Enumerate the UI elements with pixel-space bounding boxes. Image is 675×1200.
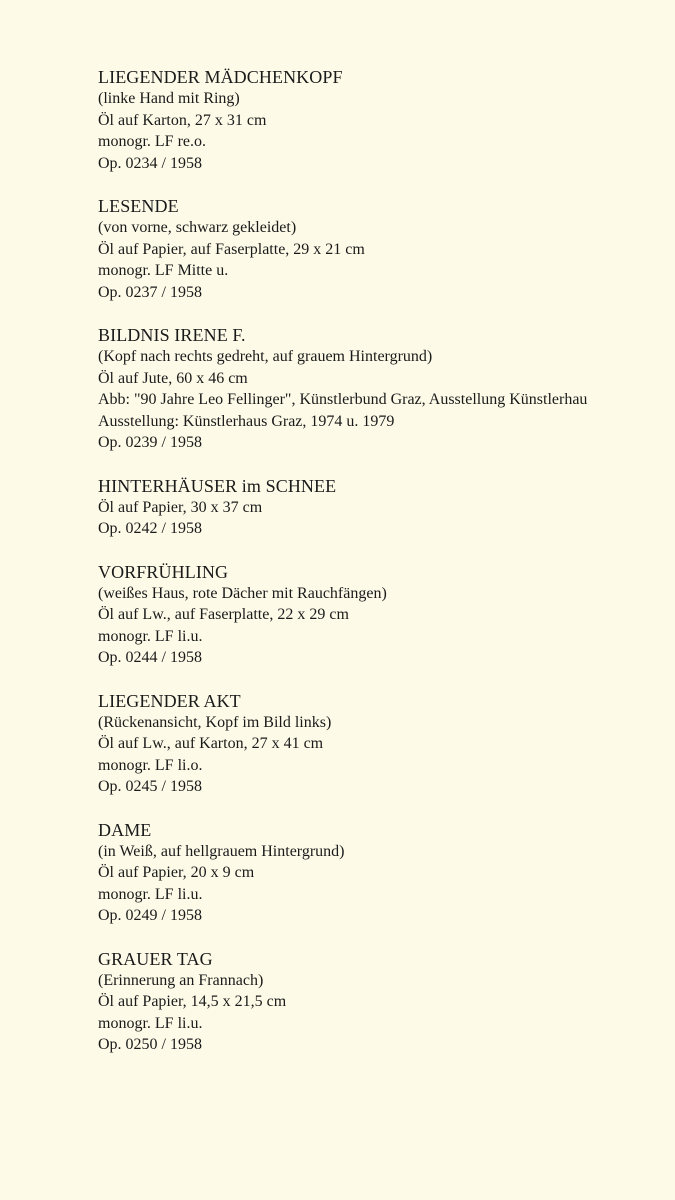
artwork-monogram: monogr. LF Mitte u. <box>98 262 229 279</box>
artwork-monogram: monogr. LF li.u. <box>98 627 203 645</box>
artwork-opus: Op. 0242 / 1958 <box>98 520 202 537</box>
artwork-description: (von vorne, schwarz gekleidet) <box>98 219 297 236</box>
artwork-monogram: monogr. LF li.o. <box>98 756 203 774</box>
artwork-medium: Öl auf Papier, 14,5 x 21,5 cm <box>98 993 287 1010</box>
artwork-medium: Öl auf Karton, 27 x 31 cm <box>98 111 267 129</box>
artwork-opus: Op. 0245 / 1958 <box>98 778 202 795</box>
artwork-opus: Op. 0234 / 1958 <box>98 154 202 172</box>
artwork-medium: Öl auf Papier, 30 x 37 cm <box>98 498 263 516</box>
artwork-opus: Op. 0249 / 1958 <box>98 907 202 924</box>
catalog-entry <box>98 690 675 798</box>
artwork-medium: Öl auf Lw., auf Karton, 27 x 41 cm <box>98 735 324 752</box>
artwork-title: LIEGENDER MÄDCHENKOPF <box>98 67 343 87</box>
catalog-entry <box>98 66 675 174</box>
artwork-description: (linke Hand mit Ring) <box>98 90 240 107</box>
catalog-entry <box>98 324 675 454</box>
artwork-title: VORFRÜHLING <box>98 561 229 582</box>
artwork-description: (in Weiß, auf hellgrauem Hintergrund) <box>98 842 345 860</box>
artwork-monogram: monogr. LF li.u. <box>98 1014 203 1032</box>
artwork-description: (weißes Haus, rote Dächer mit Rauchfängen) <box>98 584 387 602</box>
artwork-description: (Erinnerung an Frannach) <box>98 971 264 989</box>
catalog-entry <box>98 195 675 303</box>
artwork-title: LIEGENDER AKT <box>98 690 241 711</box>
artwork-title: GRAUER TAG <box>98 948 213 969</box>
catalog-entry <box>98 561 675 669</box>
artwork-description: (Kopf nach rechts gedreht, auf grauem Hintergrund) <box>98 348 433 365</box>
catalog-entry <box>98 819 675 927</box>
artwork-medium: Öl auf Jute, 60 x 46 cm <box>98 369 248 387</box>
artwork-exhibition: Ausstellung: Künstlerhaus Graz, 1974 u. 1979 <box>98 412 395 430</box>
artwork-medium: Öl auf Lw., auf Faserplatte, 22 x 29 cm <box>98 606 349 623</box>
catalog-list <box>98 66 675 1077</box>
artwork-title: LESENDE <box>98 196 179 216</box>
artwork-title: DAME <box>98 819 152 840</box>
artwork-monogram: monogr. LF li.u. <box>98 885 203 903</box>
artwork-title: BILDNIS IRENE F. <box>98 325 246 345</box>
artwork-opus: Op. 0237 / 1958 <box>98 283 202 301</box>
catalog-entry <box>98 475 675 540</box>
artwork-medium: Öl auf Papier, auf Faserplatte, 29 x 21 cm <box>98 240 365 258</box>
artwork-opus: Op. 0239 / 1958 <box>98 434 202 451</box>
artwork-description: (Rückenansicht, Kopf im Bild links) <box>98 713 332 731</box>
artwork-opus: Op. 0244 / 1958 <box>98 649 202 666</box>
catalog-entry <box>98 948 675 1056</box>
artwork-medium: Öl auf Papier, 20 x 9 cm <box>98 864 255 881</box>
artwork-illustration-reference: Abb: "90 Jahre Leo Fellinger", Künstlerbund Graz, Ausstellung Künstlerhau <box>98 391 588 408</box>
artwork-title: HINTERHÄUSER im SCHNEE <box>98 475 337 496</box>
artwork-opus: Op. 0250 / 1958 <box>98 1036 202 1053</box>
artwork-monogram: monogr. LF re.o. <box>98 133 206 150</box>
